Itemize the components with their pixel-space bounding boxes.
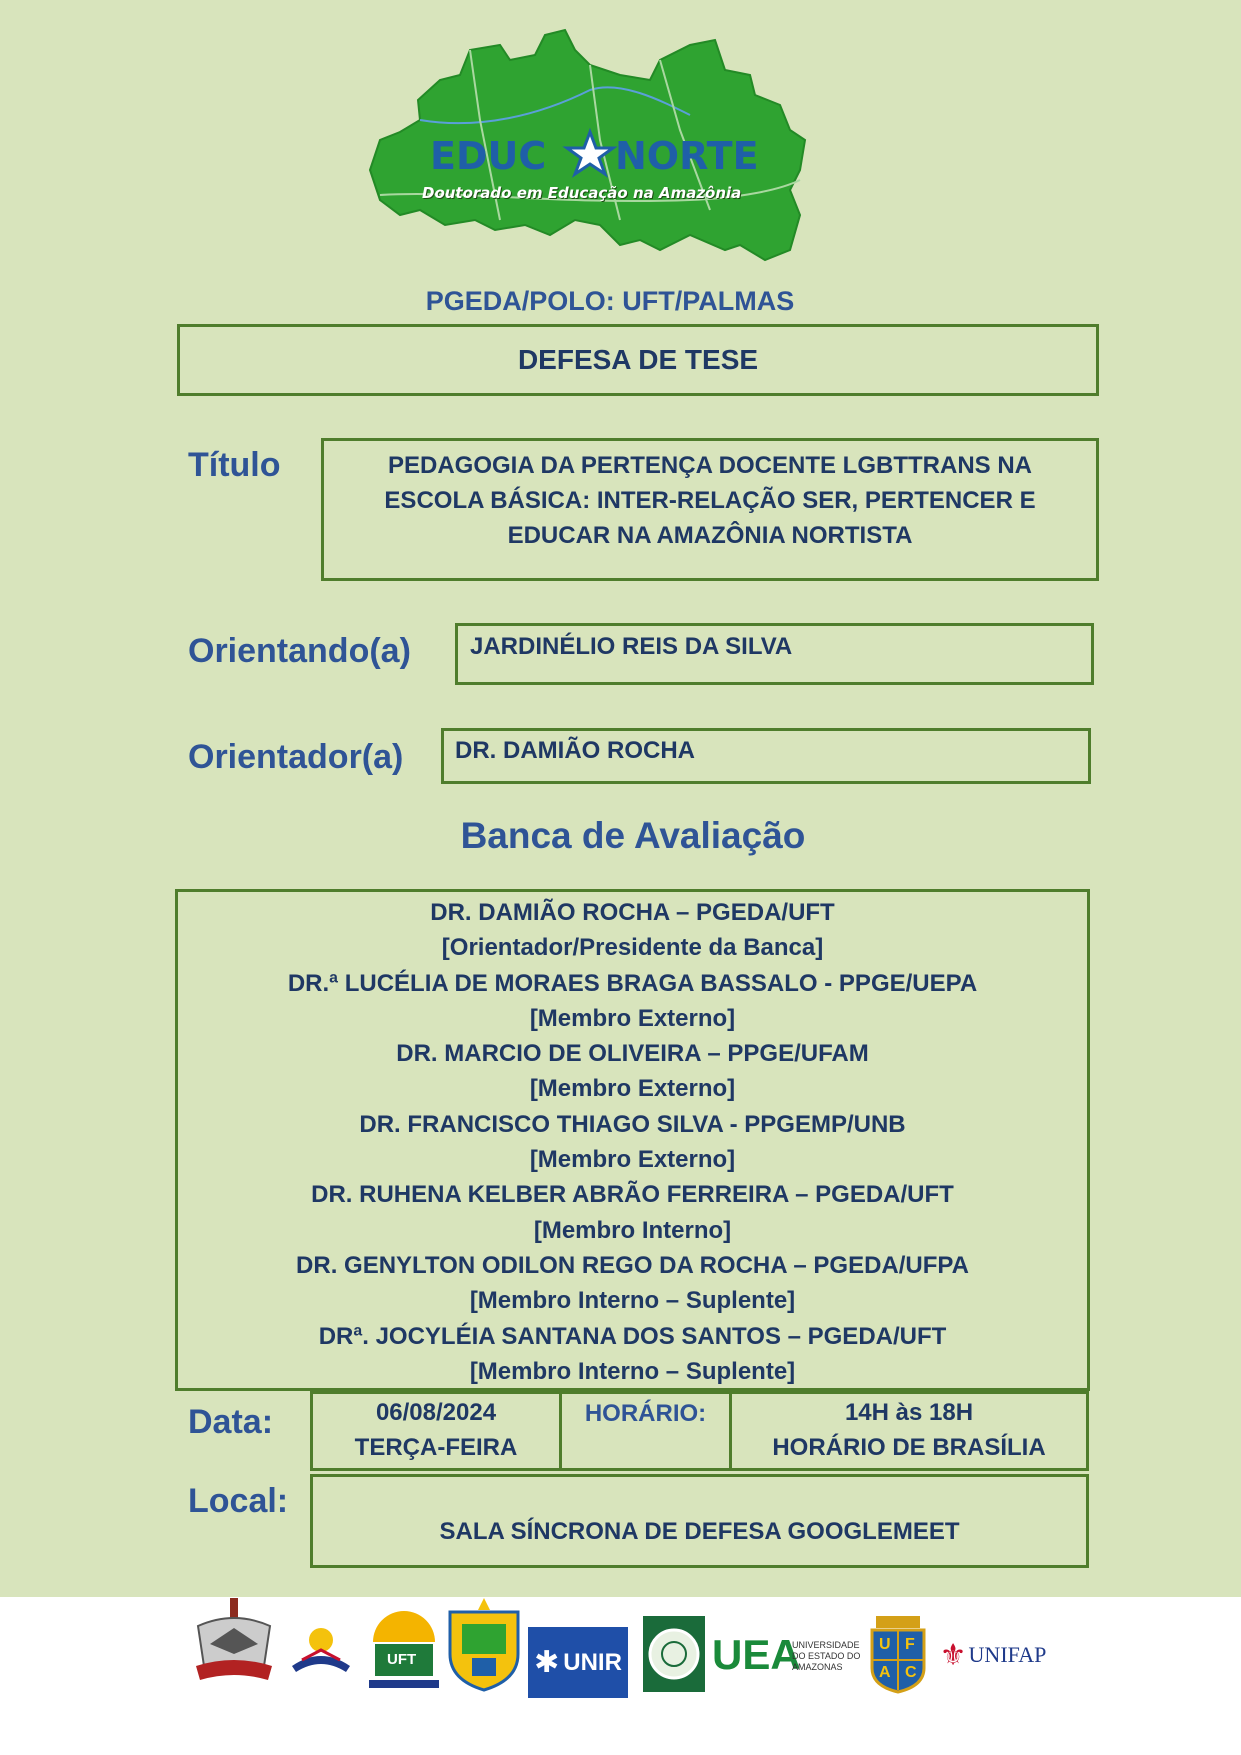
event-title: DEFESA DE TESE: [517, 344, 759, 375]
orientador-value: DR. DAMIÃO ROCHA: [455, 737, 695, 764]
uepa-logo: [290, 1626, 352, 1676]
banca-heading: Banca de Avaliação: [460, 815, 806, 856]
banca-member-name: DR.ª LUCÉLIA DE MORAES BRAGA BASSALO - PPGE/UEPA: [287, 969, 978, 997]
ufac-letter-c: C: [905, 1664, 917, 1681]
ufac-letter-a: A: [879, 1664, 891, 1681]
banca-member-name: DR. GENYLTON ODILON REGO DA ROCHA – PGEDA/UFPA: [296, 1251, 969, 1279]
banca-list: [178, 895, 1087, 1389]
unifesspa-crest-logo: [444, 1596, 524, 1692]
banca-member-role: [Membro Interno]: [533, 1216, 732, 1244]
uft-logo: [365, 1610, 443, 1692]
titulo-line-3: EDUCAR NA AMAZÔNIA NORTISTA: [507, 522, 913, 549]
unir-logo: [528, 1627, 628, 1698]
ufac-letter-u: U: [879, 1636, 891, 1653]
unifap-emblem-icon: ⚜: [939, 1638, 967, 1672]
uft-logo-text: UFT: [387, 1651, 417, 1668]
banca-member-role: [Membro Externo]: [529, 1146, 736, 1174]
weekday-value: TERÇA-FEIRA: [354, 1434, 518, 1461]
banca-member-name: DR. DAMIÃO ROCHA – PGEDA/UFT: [430, 899, 835, 926]
horario-time: 14H às 18H: [844, 1399, 974, 1426]
unifap-logo: [939, 1632, 1047, 1678]
horario-label: HORÁRIO:: [584, 1400, 707, 1427]
banca-member-role: [Membro Externo]: [529, 1004, 736, 1032]
banca-member-name: DR. FRANCISCO THIAGO SILVA - PPGEMP/UNB: [359, 1110, 906, 1138]
local-label: Local:: [188, 1482, 289, 1520]
banca-member-role: [Membro Interno – Suplente]: [469, 1287, 796, 1315]
horario-zone: HORÁRIO DE BRASÍLIA: [772, 1434, 1046, 1461]
banca-member-role: [Membro Externo]: [529, 1075, 736, 1103]
ufac-letter-f: F: [905, 1636, 915, 1653]
uea-logo-text: UEA: [712, 1631, 801, 1678]
local-value: SALA SÍNCRONA DE DEFESA GOOGLEMEET: [439, 1518, 960, 1545]
orientando-value: JARDINÉLIO REIS DA SILVA: [470, 633, 793, 660]
unir-star-icon: ✱: [534, 1646, 560, 1679]
orientando-label: Orientando(a): [188, 632, 411, 670]
ufpa-logo: [192, 1596, 276, 1688]
banca-member-name: DR. MARCIO DE OLIVEIRA – PPGE/UFAM: [396, 1040, 869, 1068]
unir-logo-text: UNIR: [563, 1648, 622, 1676]
logo-tagline: Doutorado em Educação na Amazônia: [422, 184, 742, 202]
banca-member-role: [Orientador/Presidente da Banca]: [441, 934, 824, 962]
logo-name-right: NORTE: [615, 134, 759, 178]
educanorte-logo: [360, 20, 840, 270]
titulo-line-1: PEDAGOGIA DA PERTENÇA DOCENTE LGBTTRANS NA: [387, 452, 1032, 479]
uea-seal-logo: [641, 1614, 707, 1694]
uea-logo-subtext: UNIVERSIDADE DO ESTADO DO AMAZONAS: [792, 1640, 861, 1672]
logo-name-left: EDUC: [430, 134, 547, 178]
titulo-line-2: ESCOLA BÁSICA: INTER-RELAÇÃO SER, PERTENCER E: [384, 487, 1036, 514]
banca-member-name: DRª. JOCYLÉIA SANTANA DOS SANTOS – PGEDA/UFT: [318, 1322, 947, 1350]
unifap-logo-text: UNIFAP: [968, 1642, 1047, 1667]
polo-heading: PGEDA/POLO: UFT/PALMAS: [425, 286, 795, 316]
banca-member-role: [Membro Interno – Suplente]: [469, 1357, 796, 1385]
ufac-logo: [868, 1614, 928, 1694]
date-value: 06/08/2024: [375, 1399, 497, 1426]
data-label: Data:: [188, 1403, 274, 1441]
titulo-label: Título: [188, 446, 281, 484]
orientador-label: Orientador(a): [188, 738, 404, 776]
banca-member-name: DR. RUHENA KELBER ABRÃO FERREIRA – PGEDA/UFT: [311, 1181, 954, 1209]
